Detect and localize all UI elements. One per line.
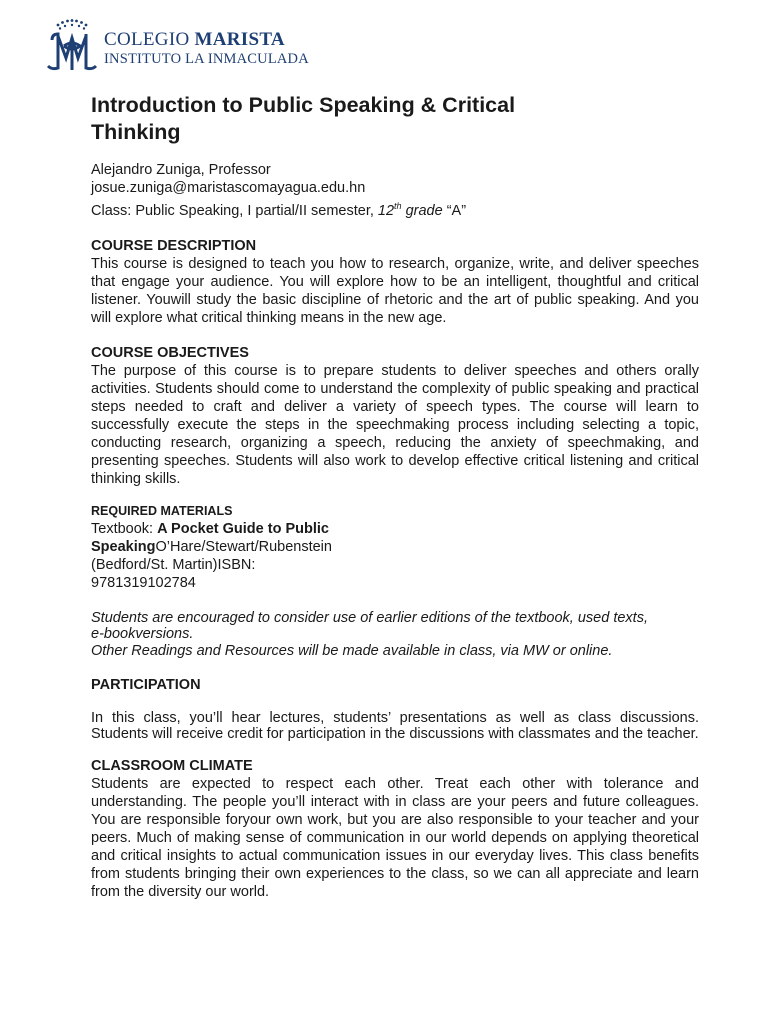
logo-school-name: COLEGIO MARISTA [104, 28, 285, 50]
professor-email[interactable]: josue.zuniga@maristascomayagua.edu.hn [91, 180, 366, 196]
textbook-authors: SpeakingO’Hare/Stewart/Rubenstein [91, 538, 332, 555]
classroom-climate-heading: CLASSROOM CLIMATE [91, 757, 253, 774]
textbook-line: Textbook: A Pocket Guide to Public [91, 520, 329, 537]
participation-heading: PARTICIPATION [91, 676, 201, 693]
classroom-climate-text: Students are expected to respect each other. Treat each other with tolerance and understanding. The people you’ll interact with in class are your peers and future colleagues. You are responsible foryour own work, but you are also responsible to your teacher and your peers. Much of making sense of communication in our world depends on applying theoretical and critical insights to actual communication issues in our everyday lives. This class benefits from students bringing their own experiences to the class, so we can all appreciate and learn from the diversity our world. [91, 775, 699, 900]
syllabus-content [91, 92, 699, 901]
required-materials-heading: REQUIRED MATERIALS [91, 503, 233, 518]
participation-section [91, 676, 699, 742]
materials-note-editions: Students are encouraged to consider use of earlier editions of the textbook, used texts, e-bookversions. [91, 609, 648, 642]
marist-monogram-icon [44, 16, 100, 74]
course-objectives-heading: COURSE OBJECTIVES [91, 344, 249, 361]
school-logo [44, 16, 309, 74]
participation-text: In this class, you’ll hear lectures, students’ presentations as well as class discussions. Students will receive credit for participation in the discussions with classmates and the teacher. [91, 709, 699, 742]
classroom-climate-section [91, 757, 699, 901]
page-title: Introduction to Public Speaking & Critical Thinking [91, 93, 516, 144]
course-description-text: This course is designed to teach you how to research, organize, write, and deliver speeches that engage your audience. You will explore how to be an intelligent, thoughtful and critical listener. Youwill study the basic discipline of rhetoric and the art of public speaking. And you will explore what critical thinking means in the new age. [91, 255, 699, 326]
logo-institute-name: INSTITUTO LA INMACULADA [104, 50, 309, 67]
professor-name: Alejandro Zuniga, Professor [91, 162, 271, 178]
materials-notes [91, 610, 699, 660]
materials-note-readings: Other Readings and Resources will be made available in class, via MW or online. [91, 642, 613, 659]
textbook-isbn: 9781319102784 [91, 574, 196, 591]
course-objectives-text: The purpose of this course is to prepare students to deliver speeches and others orally activities. Students should come to understand the complexity of public speaking and practical steps needed to craft and deliver a variety of speech types. The course will learn to successfully execute the steps in the speechmaking process including selecting a topic, conducting research, organizing a speech, reducing the anxiety of speechmaking, and presenting speeches. Students will also work to develop effective critical listening and critical thinking skills. [91, 362, 699, 487]
logo-text [104, 24, 309, 67]
textbook-publisher: (Bedford/St. Martin)ISBN: [91, 556, 256, 573]
course-description-heading: COURSE DESCRIPTION [91, 237, 257, 254]
class-info: Class: Public Speaking, I partial/II semester, 12th grade “A” [91, 201, 467, 219]
course-description-section [91, 237, 699, 327]
course-objectives-section [91, 344, 699, 488]
course-meta [91, 161, 699, 220]
required-materials-section [91, 502, 699, 660]
